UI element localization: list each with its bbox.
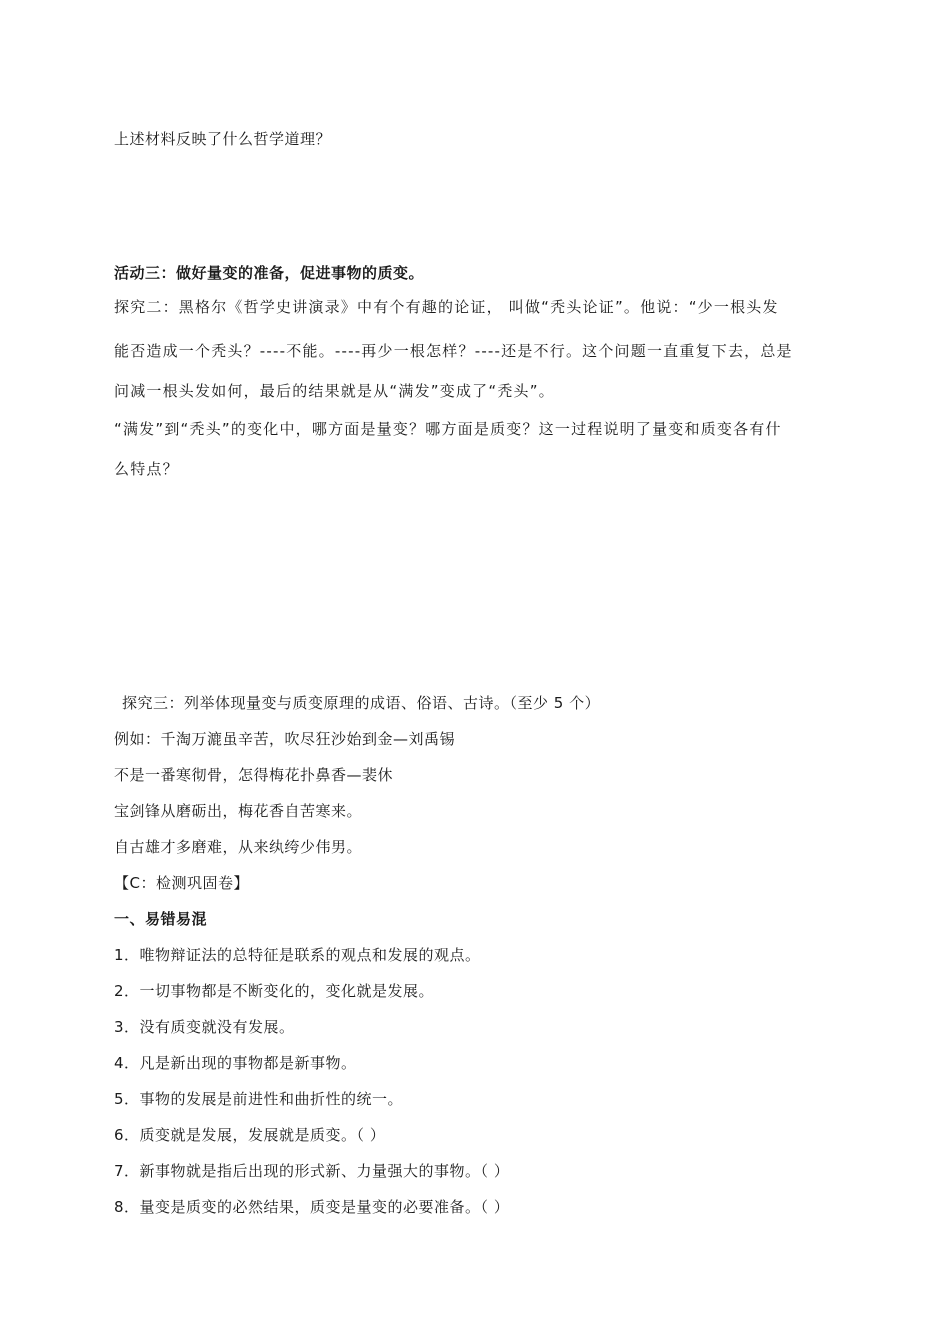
activity3-heading: 活动三：做好量变的准备，促进事物的质变。 [114,264,425,282]
section-c-heading: 【C：检测巩固卷】 [114,874,249,892]
statement-item: 6．质变就是发展，发展就是质变。（ ） [114,1126,386,1144]
statement-item: 3．没有质变就没有发展。 [114,1018,295,1036]
explore2-line-5: 么特点？ [114,460,179,478]
statement-item: 8．量变是质变的必然结果，质变是量变的必要准备。（ ） [114,1198,510,1216]
example-item: 例如：千淘万漉虽辛苦，吹尽狂沙始到金—刘禹锡 [114,730,456,748]
statement-item: 5．事物的发展是前进性和曲折性的统一。 [114,1090,404,1108]
example-item: 宝剑锋从磨砺出，梅花香自苦寒来。 [114,802,363,820]
example-item: 自古雄才多磨难，从来纨绔少伟男。 [114,838,363,856]
explore2-line-1: 探究二：黑格尔《哲学史讲演录》中有个有趣的论证， 叫做“秃头论证”。他说：“少一根头发 [114,298,779,316]
statement-item: 7．新事物就是指后出现的形式新、力量强大的事物。（ ） [114,1162,510,1180]
explore2-line-4: “满发”到“秃头”的变化中，哪方面是量变？哪方面是质变？这一过程说明了量变和质变各有什 [114,420,782,438]
intro-question: 上述材料反映了什么哲学道理？ [114,130,332,148]
part1-heading: 一、易错易混 [114,910,208,928]
example-item: 不是一番寒彻骨，怎得梅花扑鼻香—裴休 [114,766,394,784]
explore2-line-2: 能否造成一个秃头？----不能。----再少一根怎样？----还是不行。这个问题一直重复下去，总是 [114,342,793,360]
statement-item: 4．凡是新出现的事物都是新事物。 [114,1054,357,1072]
statement-item: 2．一切事物都是不断变化的，变化就是发展。 [114,982,435,1000]
explore2-line-3: 问减一根头发如何，最后的结果就是从“满发”变成了“秃头”。 [114,382,555,400]
statement-item: 1．唯物辩证法的总特征是联系的观点和发展的观点。 [114,946,481,964]
explore3-prompt: 探究三：列举体现量变与质变原理的成语、俗语、古诗。（至少 5 个） [122,694,601,712]
